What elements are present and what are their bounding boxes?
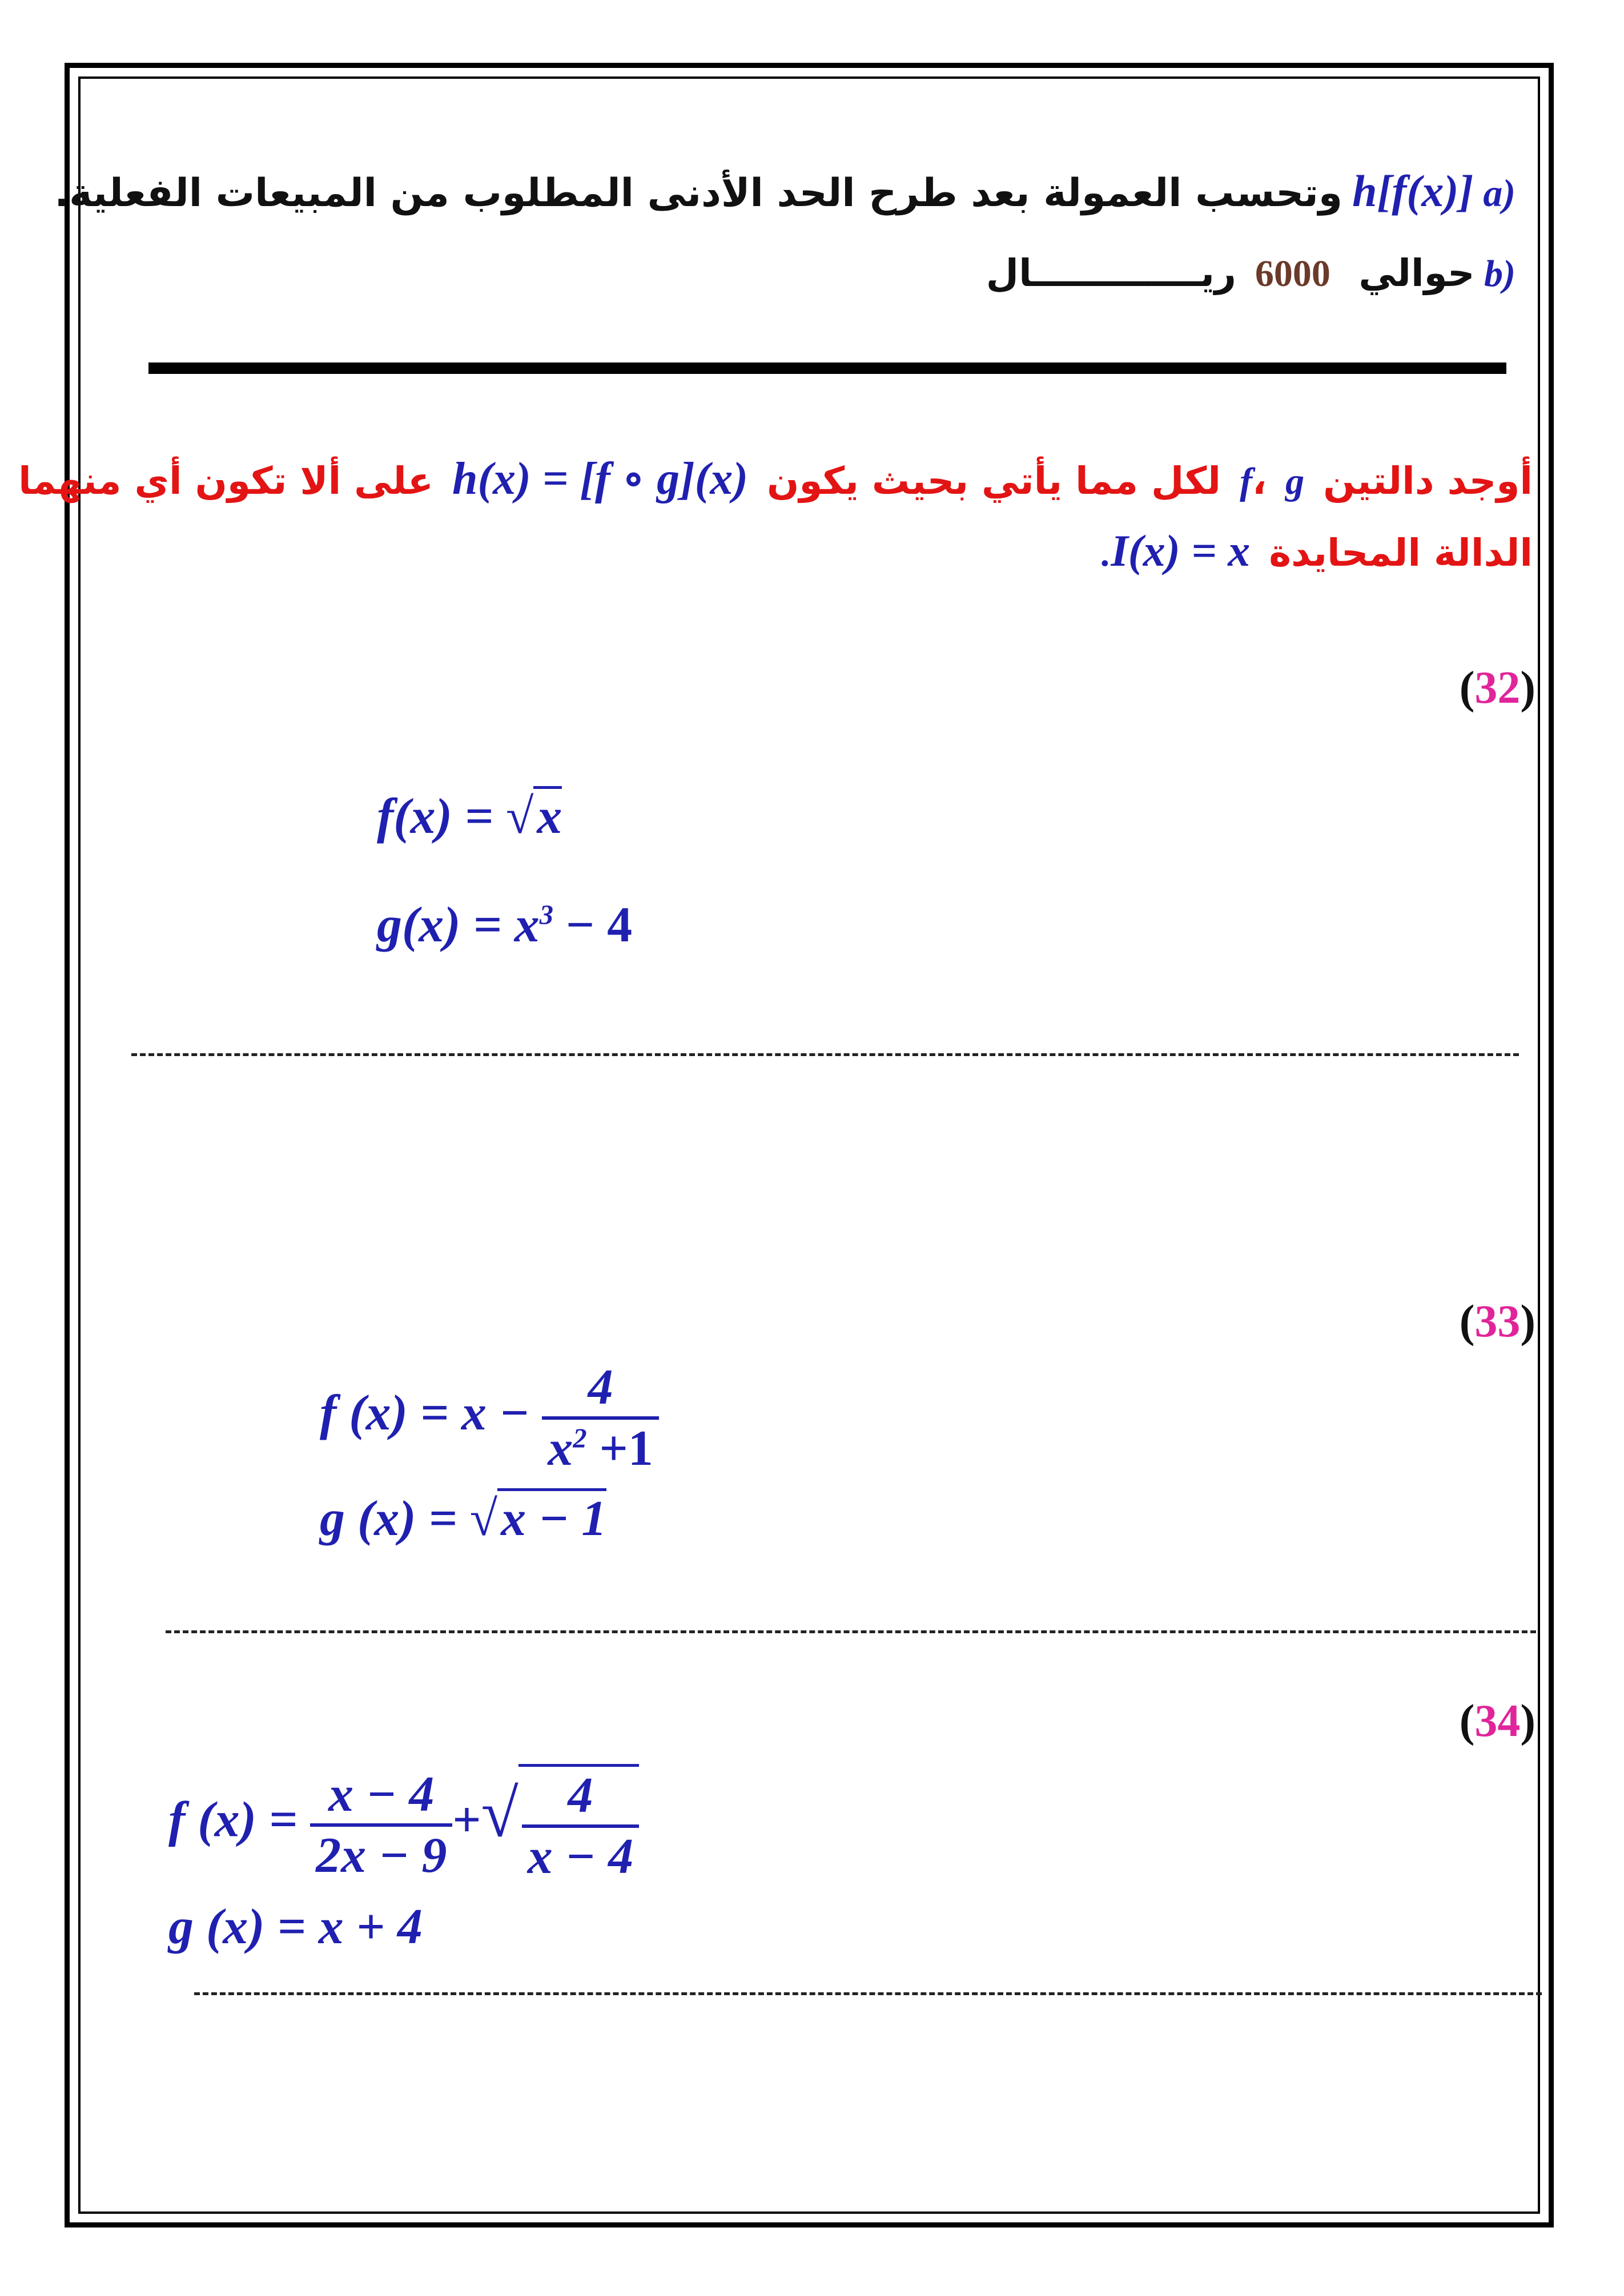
answer-b-label: b <box>1484 253 1504 295</box>
instruction-separator: ، <box>1252 459 1267 503</box>
instruction-g: g <box>1285 461 1305 502</box>
problem-32-g: $g(x) = x^3 - 4$ <box>377 897 633 953</box>
problem-33-f: f (x) = x − $\frac{4}{x^2 +1}$ <box>320 1359 659 1477</box>
identity-label: الدالة المحايدة <box>1269 531 1533 575</box>
instruction-middle: لكل مما يأتي بحيث يكون <box>767 459 1221 503</box>
instruction-line-1 <box>18 451 1533 505</box>
problem-32-f: f(x) = √x <box>377 788 562 845</box>
composition-formula: h(x) = [f ∘ g](x) <box>452 454 749 504</box>
answer-b-value: 6000 <box>1255 253 1330 295</box>
instruction-line-2 <box>1102 525 1533 577</box>
problem-33-fraction: $\frac{4}{x^2 +1}$ <box>542 1359 658 1477</box>
problem-34-f: f (x) = $\frac{x - 4}{2x - 9}$ +√ $\frac{4}{x - 4}$ <box>168 1764 639 1886</box>
problem-33-g: g (x) = √x − 1 <box>320 1490 606 1548</box>
problem-34-g: g (x) = x + 4 <box>168 1899 423 1955</box>
instruction-f: f <box>1240 461 1253 502</box>
answer-a-line: (a h[f(x)] وتحسب العمولة بعد طرح الحد الأدنى المطلوب من المبيعات الفعلية. <box>54 166 1516 216</box>
answer-a-math: h[f(x)] <box>1352 166 1474 216</box>
separator-dashed-1 <box>131 1053 1519 1056</box>
answer-b-unit: ريـــــــــــــال <box>986 251 1236 295</box>
separator-dashed-2 <box>166 1630 1536 1633</box>
problem-number-34: (34) <box>1459 1696 1535 1746</box>
instruction-suffix: على ألا تكون أي منهما <box>18 459 433 503</box>
answer-a-label: a <box>1483 171 1503 215</box>
section-divider <box>148 362 1506 374</box>
page-border-inner <box>78 76 1540 2214</box>
answer-b-prefix: حوالي <box>1358 251 1475 295</box>
identity-formula: I(x) = x <box>1111 526 1251 575</box>
answer-a-text: وتحسب العمولة بعد طرح الحد الأدنى المطلوب من المبيعات الفعلية. <box>54 171 1343 216</box>
answer-b-line: (b حوالي 6000 ريـــــــــــــال <box>986 251 1516 295</box>
line-end-period: . <box>1101 533 1111 574</box>
instruction-prefix: أوجد دالتين <box>1323 459 1533 503</box>
separator-dashed-3 <box>194 1992 1542 1995</box>
problem-34-fraction-2: $\frac{4}{x - 4}$ <box>518 1764 639 1886</box>
problem-number-33: (33) <box>1459 1296 1535 1347</box>
problem-number-32: (32) <box>1459 663 1535 713</box>
problem-34-fraction-1: $\frac{x - 4}{2x - 9}$ <box>310 1766 452 1884</box>
